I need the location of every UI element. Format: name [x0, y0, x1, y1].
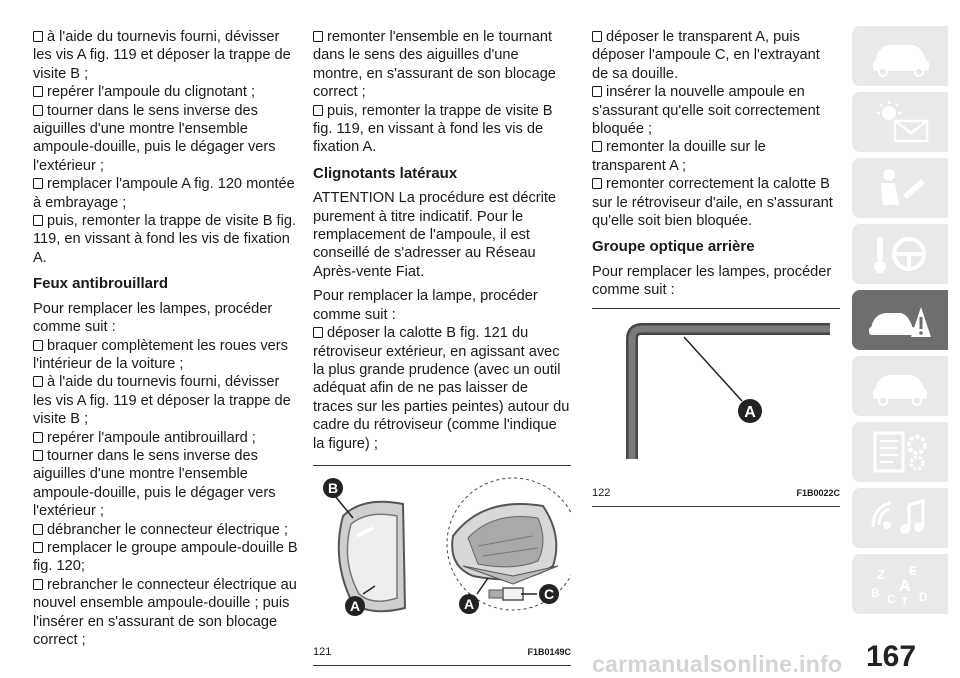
- chapter-tabs: [852, 26, 948, 620]
- checkbox-bullet-icon: [313, 105, 323, 116]
- mirror-illustration: [313, 466, 571, 636]
- list-item: puis, remonter la trappe de visite B fig. 119, en vissant à fond les vis de fixation A.: [33, 213, 297, 266]
- list-item: repérer l'ampoule antibrouillard ;: [33, 429, 299, 447]
- svg-text:T: T: [901, 596, 908, 607]
- attention-note: ATTENTION La procédure est décrite purement à titre indicatif. Pour le remplacement de l'ampoule, il est conseillé de s'adresser au Réseau Après-vente Fiat.: [313, 190, 557, 280]
- intro-text: Pour remplacer les lampes, procéder comme suit :: [592, 263, 832, 299]
- svg-text:B: B: [871, 586, 880, 600]
- svg-text:Z: Z: [877, 567, 885, 582]
- tab-emergency[interactable]: [852, 290, 948, 350]
- checkbox-bullet-icon: [33, 542, 43, 553]
- list-item: déposer la calotte B fig. 121 du rétroviseur extérieur, en agissant avec la plus grande prudence (avec un outil adéquat afin de ne pas laisser de traces sur les parties peintes) autour du cadre du rétroviseur (comme l'indique la figure) ;: [313, 325, 570, 452]
- warning-lights-icon: [865, 99, 935, 145]
- index-letters-icon: [865, 561, 935, 607]
- steering-key-icon: [865, 231, 935, 277]
- emergency-car-icon: [865, 297, 935, 343]
- intro-text: Pour remplacer la lampe, procéder comme suit :: [313, 288, 538, 323]
- checkbox-bullet-icon: [592, 31, 602, 42]
- tab-technical-data[interactable]: [852, 422, 948, 482]
- text-column-3: [592, 28, 840, 507]
- label-c: C: [543, 585, 555, 602]
- list-item: remonter la douille sur le transparent A ;: [592, 139, 766, 174]
- list-item: remonter l'ensemble en le tournant dans le sens des aiguilles d'une montre, en s'assurant de son blocage correct ;: [313, 29, 556, 101]
- checkbox-bullet-icon: [33, 376, 43, 387]
- list-item: remonter correctement la calotte B sur le rétroviseur d'aile, en s'assurant qu'elle soit bien bloquée.: [592, 176, 833, 230]
- text-column-1: [33, 28, 299, 649]
- checkbox-bullet-icon: [33, 579, 43, 590]
- label-a: A: [744, 403, 756, 421]
- page-number: 167: [866, 640, 917, 673]
- section-heading-clignotants-lateraux: Clignotants latéraux: [313, 164, 458, 182]
- section-heading-groupe-optique-arriere: Groupe optique arrière: [592, 238, 755, 256]
- intro-text: Pour remplacer les lampes, procéder comme suit :: [33, 300, 273, 336]
- checkbox-bullet-icon: [33, 450, 43, 461]
- label-a: A: [349, 597, 361, 614]
- figure-122: [592, 308, 840, 507]
- svg-text:C: C: [887, 592, 896, 606]
- list-item: tourner dans le sens inverse des aiguilles d'une montre l'ensemble ampoule-douille, puis le dégager vers l'extérieur ;: [33, 102, 276, 174]
- airbag-safety-icon: [865, 165, 935, 211]
- figure-number: 121: [313, 646, 332, 659]
- tab-safety[interactable]: [852, 158, 948, 218]
- checkbox-bullet-icon: [33, 105, 43, 116]
- list-item: tourner dans le sens inverse des aiguilles d'une montre l'ensemble ampoule-douille, puis le dégager vers l'extérieur ;: [33, 447, 276, 520]
- checkbox-bullet-icon: [592, 86, 602, 97]
- list-item: insérer la nouvelle ampoule en s'assurant qu'elle soit correctement bloquée ;: [592, 84, 820, 138]
- list-item: braquer complètement les roues vers l'intérieur de la voiture ;: [33, 337, 288, 372]
- checkbox-bullet-icon: [33, 524, 43, 535]
- figure-121: [313, 465, 571, 666]
- tab-maintenance[interactable]: [852, 356, 948, 416]
- checkbox-bullet-icon: [33, 340, 43, 351]
- checkbox-bullet-icon: [592, 141, 602, 152]
- list-item: rebrancher le connecteur électrique au nouvel ensemble ampoule-douille ; puis l'insérer en s'assurant de son blocage correct ;: [33, 576, 297, 648]
- list-item: à l'aide du tournevis fourni, dévisser les vis A fig. 119 et déposer la trappe de visite B ;: [33, 29, 291, 82]
- svg-text:D: D: [919, 590, 928, 604]
- list-item: déposer le transparent A, puis déposer l'ampoule C, en l'extrayant de sa douille.: [592, 29, 820, 82]
- checkbox-bullet-icon: [33, 31, 43, 42]
- list-item: remplacer le groupe ampoule-douille B fig. 120;: [33, 539, 298, 575]
- list-item: remplacer l'ampoule A fig. 120 montée à embrayage ;: [33, 176, 295, 211]
- label-b: B: [327, 479, 339, 496]
- svg-text:E: E: [909, 564, 918, 578]
- figure-caption: [592, 482, 840, 506]
- list-item: à l'aide du tournevis fourni, dévisser les vis A fig. 119 et déposer la trappe de visite B ;: [33, 374, 291, 428]
- list-item: débrancher le connecteur électrique ;: [33, 521, 299, 539]
- watermark: carmanualsonline.info: [592, 651, 843, 677]
- svg-text:A: A: [899, 578, 911, 595]
- checkbox-bullet-icon: [313, 327, 323, 338]
- tab-index[interactable]: [852, 554, 948, 614]
- technical-data-icon: [865, 429, 935, 475]
- car-maintenance-icon: [865, 363, 935, 409]
- list-item: repérer l'ampoule du clignotant ;: [33, 83, 299, 101]
- wrench-illustration: [592, 309, 840, 477]
- checkbox-bullet-icon: [33, 432, 43, 443]
- label-a: A: [463, 595, 475, 612]
- checkbox-bullet-icon: [33, 178, 43, 189]
- tab-multimedia[interactable]: [852, 488, 948, 548]
- figure-caption: [313, 641, 571, 665]
- checkbox-bullet-icon: [592, 178, 602, 189]
- checkbox-bullet-icon: [33, 215, 43, 226]
- tab-dashboard[interactable]: [852, 26, 948, 86]
- section-heading-feux-antibrouillard: Feux antibrouillard: [33, 275, 169, 293]
- checkbox-bullet-icon: [33, 86, 43, 97]
- checkbox-bullet-icon: [313, 31, 323, 42]
- tab-warning-lights[interactable]: [852, 92, 948, 152]
- tab-starting-driving[interactable]: [852, 224, 948, 284]
- figure-number: 122: [592, 487, 611, 500]
- list-item: puis, remonter la trappe de visite B fig. 119, en vissant à fond les vis de fixation A.: [313, 102, 553, 156]
- text-column-2: [313, 28, 571, 666]
- figure-code: F1B0022C: [796, 488, 840, 499]
- car-dashboard-icon: [865, 33, 935, 79]
- multimedia-icon: [865, 495, 935, 541]
- figure-code: F1B0149C: [527, 647, 571, 658]
